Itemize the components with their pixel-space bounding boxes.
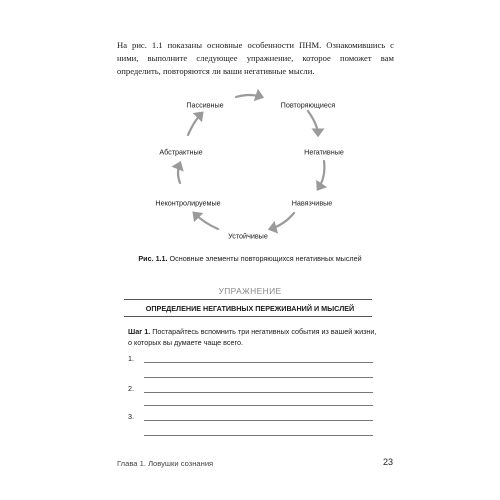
- step-label: Шаг 1.: [128, 327, 151, 336]
- item-number-2: 2.: [128, 384, 134, 393]
- answer-line-2b[interactable]: [144, 405, 373, 406]
- arrow-7: [188, 113, 202, 135]
- answer-line-2a[interactable]: [144, 392, 373, 393]
- exercise-title: УПРАЖНЕНИЕ: [218, 286, 282, 296]
- answer-line-1b[interactable]: [144, 377, 373, 378]
- caption-text: Основные элементы повторяющихся негативных мыслей: [167, 254, 362, 263]
- intro-paragraph: На рис. 1.1 показаны основные особенности ПНМ. Ознакомившись с ними, выполните следующее упражнение, которое поможет вам определить, повторяются ли ваши негативные мысли.: [117, 40, 394, 76]
- node-abstract: Абстрактные: [159, 147, 203, 157]
- step-text: Постарайтесь вспомнить три негативных события из вашей жизни, о которых вы думаете чаще всего.: [128, 327, 377, 347]
- cycle-diagram: [140, 85, 380, 245]
- node-repetitive: Повторяющиеся: [280, 100, 336, 110]
- cycle-arrows: [140, 85, 380, 245]
- node-uncontrollable: Неконтролируемые: [155, 198, 221, 208]
- arrow-1: [236, 95, 262, 97]
- node-passive: Пассивные: [186, 100, 224, 110]
- caption-label: Рис. 1.1.: [138, 254, 168, 263]
- divider-bottom: [124, 316, 372, 317]
- arrow-5: [194, 213, 218, 229]
- arrow-2: [308, 111, 318, 135]
- step-1: [128, 326, 378, 348]
- page-number: 23: [383, 457, 394, 467]
- node-intrusive: Навязчивые: [291, 198, 333, 208]
- node-persistent: Устойчивые: [228, 231, 268, 241]
- item-number-3: 3.: [128, 412, 134, 421]
- answer-line-3b[interactable]: [144, 435, 373, 436]
- node-negative: Негативные: [304, 147, 344, 157]
- divider-top: [124, 299, 372, 300]
- arrow-4: [270, 213, 294, 229]
- answer-line-1a[interactable]: [144, 362, 373, 363]
- answer-line-3a[interactable]: [144, 420, 373, 421]
- item-number-1: 1.: [128, 354, 134, 363]
- arrow-3: [318, 161, 324, 189]
- arrow-6: [178, 163, 180, 183]
- figure-caption: [0, 254, 500, 263]
- running-footer: Глава 1. Ловушки сознания: [117, 459, 214, 468]
- exercise-subtitle: ОПРЕДЕЛЕНИЕ НЕГАТИВНЫХ ПЕРЕЖИВАНИЙ И МЫСЛЕЙ: [145, 304, 355, 313]
